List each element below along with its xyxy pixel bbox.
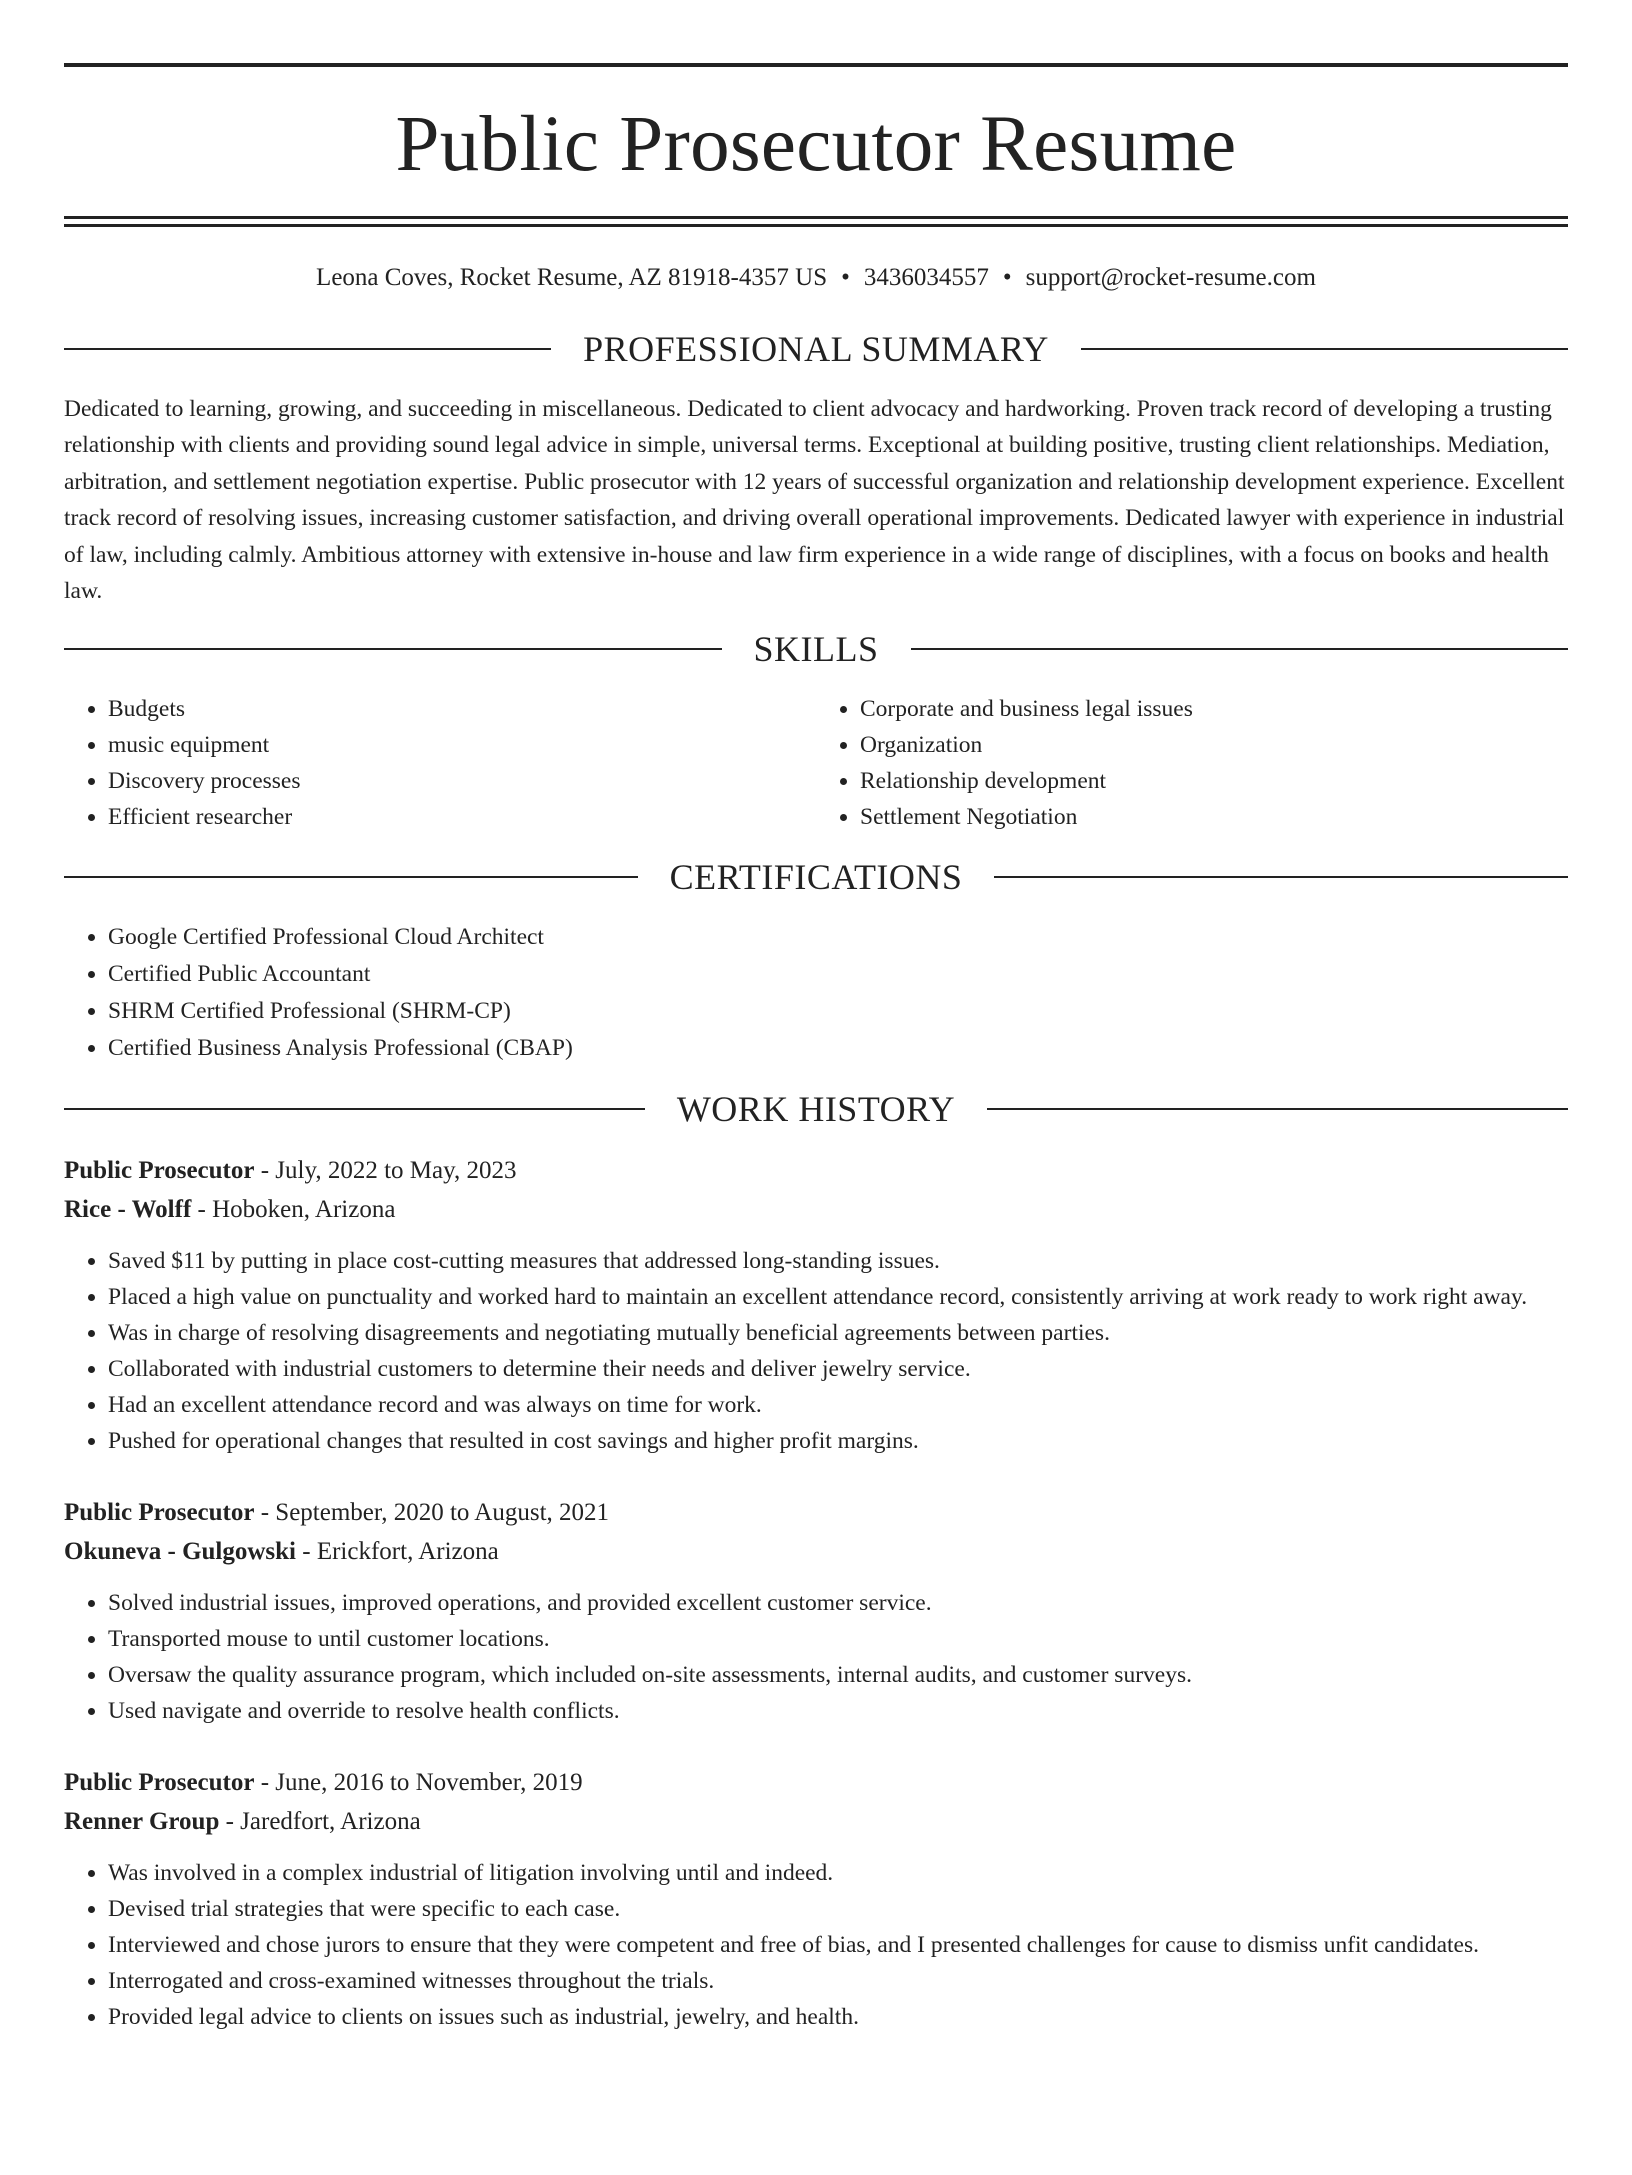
job-bullet: • Provided legal advice to clients on issues such as industrial, jewelry, and health. [108,1999,1568,2035]
section-rule-left [64,876,638,878]
job-bullets [64,1585,1568,1729]
skill-item: • Organization [860,727,1568,763]
skills-column-right [816,691,1568,835]
certification-item: • SHRM Certified Professional (SHRM-CP) [108,993,1568,1030]
job-entry [64,1763,1568,2035]
section-header-skills [64,629,1568,669]
section-header-work-history [64,1089,1568,1129]
section-header-certifications [64,857,1568,897]
contact-line [64,263,1568,293]
job-company-line [64,1190,1568,1229]
job-dates: - June, 2016 to November, 2019 [254,1769,583,1797]
job-location: - Erickfort, Arizona [296,1538,499,1566]
section-rule-right [994,876,1568,878]
job-bullet: • Used navigate and override to resolve health conflicts. [108,1693,1568,1729]
job-bullet: • Transported mouse to until customer locations. [108,1621,1568,1657]
job-title-line [64,1151,1568,1190]
resume-title: Public Prosecutor Resume [395,101,1237,188]
job-bullet: • Saved $11 by putting in place cost-cutting measures that addressed long-standing issues. [108,1243,1568,1279]
job-title: Public Prosecutor [64,1157,255,1185]
section-title-work-history: WORK HISTORY [676,1089,956,1130]
section-rule-left [64,348,551,350]
certification-item: • Certified Public Accountant [108,956,1568,993]
job-bullet: • Devised trial strategies that were specific to each case. [108,1891,1568,1927]
job-title: Public Prosecutor [64,1769,255,1797]
job-bullet: • Had an excellent attendance record and was always on time for work. [108,1387,1568,1423]
job-dates: - July, 2022 to May, 2023 [254,1157,517,1185]
job-bullet: • Pushed for operational changes that resulted in cost savings and higher profit margins. [108,1423,1568,1459]
job-entry [64,1493,1568,1729]
job-title-line [64,1763,1568,1802]
section-title-skills: SKILLS [753,629,879,670]
skill-item: • Efficient researcher [108,799,816,835]
job-company: Rice - Wolff [64,1196,192,1224]
certifications-list [64,919,1568,1067]
job-company-line [64,1802,1568,1841]
job-title-line [64,1493,1568,1532]
contact-separator: • [841,264,850,291]
top-rule [64,63,1568,67]
job-bullet: • Oversaw the quality assurance program, which included on-site assessments, internal audits, and customer surveys. [108,1657,1568,1693]
job-bullet: • Was in charge of resolving disagreements and negotiating mutually beneficial agreements between parties. [108,1315,1568,1351]
section-rule-right [987,1108,1568,1110]
job-bullet: • Interrogated and cross-examined witnesses throughout the trials. [108,1963,1568,1999]
job-dates: - September, 2020 to August, 2021 [254,1499,610,1527]
section-rule-right [911,648,1569,650]
job-location: - Hoboken, Arizona [191,1196,396,1224]
skill-item: • music equipment [108,727,816,763]
job-bullets [64,1855,1568,2035]
job-bullet: • Interviewed and chose jurors to ensure that they were competent and free of bias, and I presented challenges for cause to dismiss unfit candidates. [108,1927,1568,1963]
job-bullet: • Placed a high value on punctuality and worked hard to maintain an excellent attendance record, consistently arriving at work ready to work right away. [108,1279,1568,1315]
section-header-summary [64,329,1568,369]
summary-text: Dedicated to learning, growing, and succeeding in miscellaneous. Dedicated to client advocacy and hardworking. Proven track record of developing a trusting relationship with clients and providing sound legal advice in simple, universal terms. Exceptional at building positive, trusting client relationships. Mediation, arbitration, and settlement negotiation expertise. Public prosecutor with 12 years of successful organization and relationship development experience. Excellent track record of resolving issues, increasing customer satisfaction, and driving overall operational improvements. Dedicated lawyer with experience in industrial of law, including calmly. Ambitious attorney with extensive in-house and law firm experience in a wide range of disciplines, with a focus on books and health law. [64,396,1565,605]
job-location: - Jaredfort, Arizona [219,1808,421,1836]
skill-item: • Relationship development [860,763,1568,799]
contact-address: Leona Coves, Rocket Resume, AZ 81918-4357 US [316,264,828,291]
job-company-line [64,1532,1568,1571]
resume-page [0,63,1632,2175]
contact-separator: • [1002,264,1012,291]
job-bullet: • Solved industrial issues, improved operations, and provided excellent customer service. [108,1585,1568,1621]
section-title-summary: PROFESSIONAL SUMMARY [583,329,1049,369]
certification-item: • Certified Business Analysis Professional (CBAP) [108,1030,1568,1067]
job-bullet: • Was involved in a complex industrial of litigation involving until and indeed. [108,1855,1568,1891]
section-title-certifications: CERTIFICATIONS [669,857,963,898]
skills-list [64,691,1568,835]
section-rule-left [64,1108,645,1110]
job-company: Okuneva - Gulgowski [64,1538,297,1566]
contact-email: support@rocket-resume.com [1025,264,1316,291]
job-title: Public Prosecutor [64,1499,255,1527]
contact-phone: 3436034557 [863,264,989,291]
job-bullets [64,1243,1568,1459]
skill-item: • Budgets [108,691,816,727]
section-rule-right [1081,348,1568,350]
job-entry [64,1151,1568,1459]
skill-item: • Settlement Negotiation [860,799,1568,835]
skill-item: • Corporate and business legal issues [860,691,1568,727]
job-company: Renner Group [64,1808,220,1836]
section-rule-left [64,648,722,650]
skill-item: • Discovery processes [108,763,816,799]
certification-item: • Google Certified Professional Cloud Architect [108,919,1568,956]
job-bullet: • Collaborated with industrial customers to determine their needs and deliver jewelry service. [108,1351,1568,1387]
skills-column-left [64,691,816,835]
title-double-rule [64,216,1568,227]
